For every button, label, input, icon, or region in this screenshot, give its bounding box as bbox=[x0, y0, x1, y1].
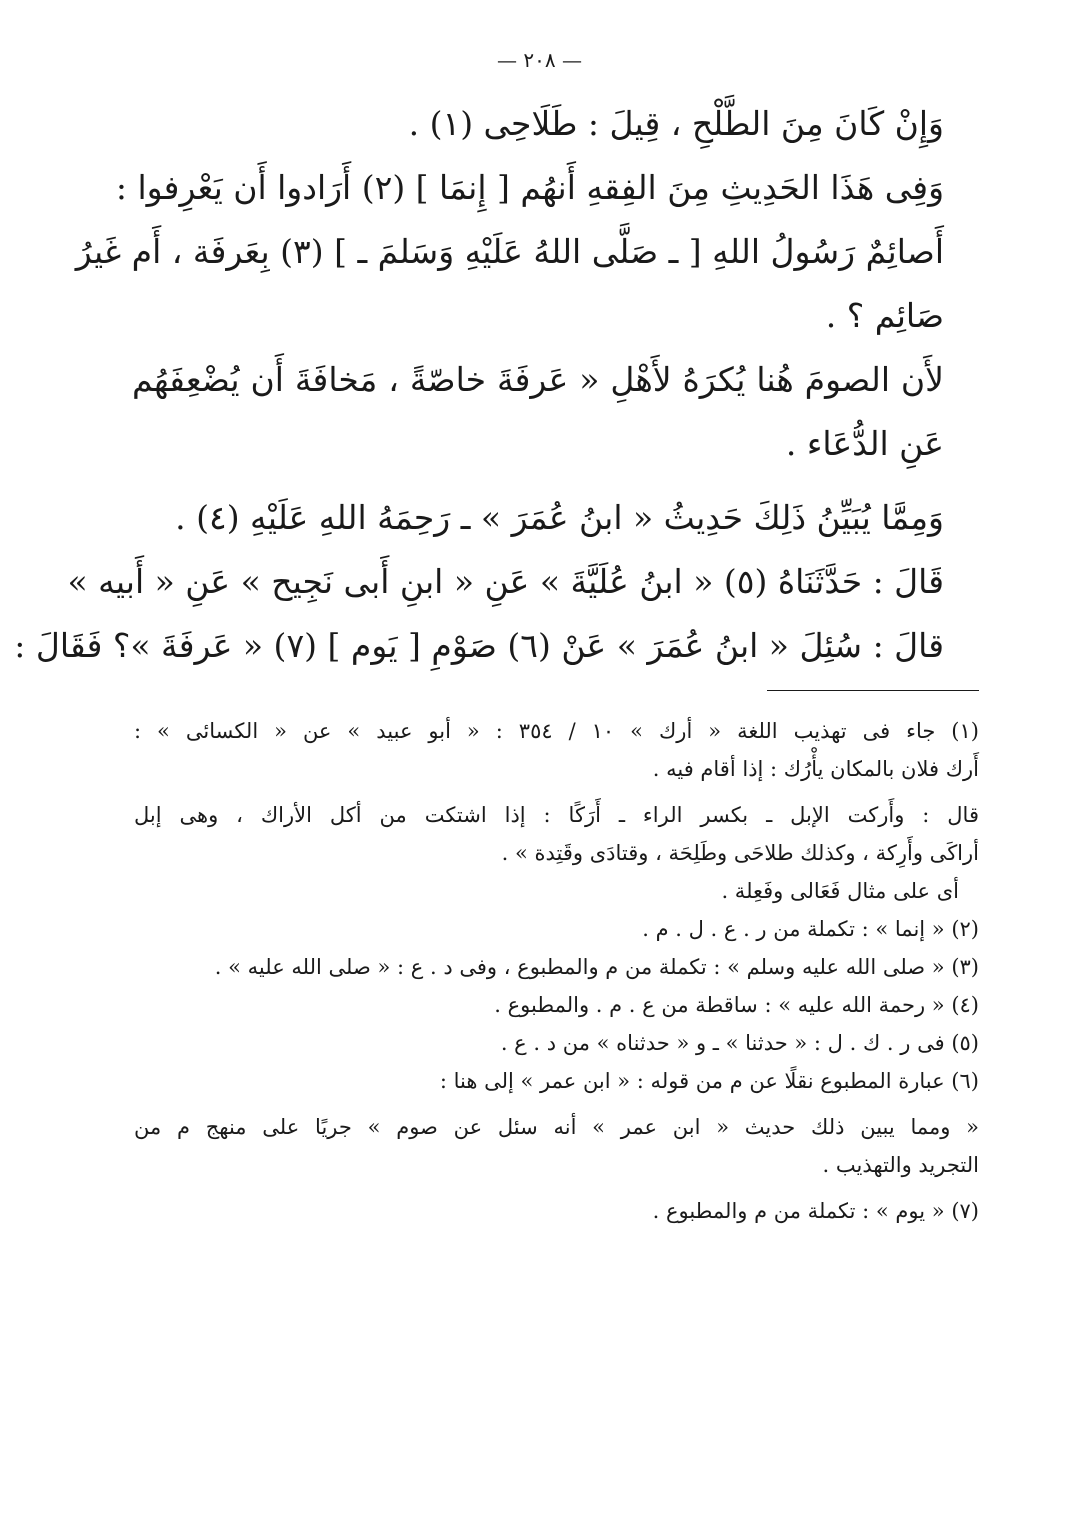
footnote-line-1: (١) جاء فى تهذيب اللغة « أرك » ١٠ / ٣٥٤ : « أبو عبيد » عن « الكسائى » : bbox=[134, 719, 979, 743]
main-line-9: قالَ : سُئِلَ « ابنُ عُمَرَ » عَنْ (٦) صَوْمِ [ يَوم ] (٧) « عَرفَةَ »؟ فَقَالَ : bbox=[14, 626, 944, 665]
footnote-line-8: (٤) « رحمة الله عليه » : ساقطة من ع . م . والمطبوع . bbox=[494, 993, 979, 1017]
main-line-6: عَنِ الدُّعَاء . bbox=[785, 424, 944, 463]
main-line-1: وَإِنْ كَانَ مِنَ الطَّلْحِ ، قِيلَ : طَلَاحِى (١) . bbox=[408, 104, 944, 143]
footnote-line-13: (٧) « يوم » : تكملة من م والمطبوع . bbox=[652, 1199, 979, 1223]
footnote-line-5: أى على مثال فَعَالى وفَعِلة . bbox=[721, 879, 959, 903]
main-line-3: أَصائِمٌ رَسُولُ اللهِ [ ـ صَلَّى اللهُ عَلَيْهِ وَسَلمَ ـ ] (٣) بِعَرفَة ، أَم غَيرُ bbox=[75, 232, 944, 271]
main-text-block bbox=[14, 92, 944, 678]
main-line-8: قَالَ : حَدَّثَنَاهُ (٥) « ابنُ عُلَيَّةَ » عَنِ « ابنِ أَبى نَجِيح » عَنِ « أَبيه » bbox=[67, 562, 944, 601]
footnote-line-3: قال : وأَركت الإبل ـ بكسر الراء ـ أَرَكًا : إذا اشتكت من أكل الأراك ، وهى إبل bbox=[134, 803, 979, 827]
main-line-5: لأَن الصومَ هُنا يُكرَهُ لأَهْلِ « عَرفَةَ خاصّةً ، مَخافَةَ أَن يُضْعِفَهُم bbox=[132, 360, 944, 399]
footnote-line-11: « ومما يبين ذلك حديث « ابن عمر » أنه سئل عن صوم » جريًا على منهج م من bbox=[134, 1115, 979, 1139]
footnote-line-9: (٥) فى ر . ك . ل : « حدثنا » ـ و « حدثناه » من د . ع . bbox=[500, 1031, 979, 1055]
footnote-line-2: أَرك فلان بالمكان يأْرُك : إذا أقام فيه . bbox=[652, 757, 979, 781]
footnote-divider bbox=[767, 690, 979, 691]
main-line-7: وَمِمَّا يُبَيِّنُ ذَلِكَ حَدِيثُ « ابنُ عُمَرَ » ـ رَحِمَهُ اللهِ عَلَيْهِ (٤) . bbox=[175, 498, 944, 537]
footnote-line-10: (٦) عبارة المطبوع نقلًا عن م من قوله : « ابن عمر » إلى هنا : bbox=[439, 1069, 979, 1093]
footnotes-block bbox=[134, 712, 979, 1230]
main-line-4: صَائِم ؟ . bbox=[825, 296, 944, 335]
footnote-line-6: (٢) « إنما » : تكملة من ر . ع . ل . م . bbox=[642, 917, 979, 941]
footnote-line-12: التجريد والتهذيب . bbox=[822, 1153, 979, 1177]
footnote-line-7: (٣) « صلى الله عليه وسلم » : تكملة من م والمطبوع ، وفى د . ع : « صلى الله عليه » . bbox=[214, 955, 979, 979]
main-line-2: وَفِى هَذَا الحَدِيثِ مِنَ الفِقهِ أَنهُم [ إِنمَا ] (٢) أَرَادوا أَن يَعْرِفوا : bbox=[115, 168, 944, 207]
page-number: — ٢٠٨ — bbox=[497, 48, 582, 72]
footnote-line-4: أراكَى وأَرِكة ، وكذلك طلاحَى وطَلِحَة ، وقتادَى وقَتِدة » . bbox=[501, 841, 979, 865]
